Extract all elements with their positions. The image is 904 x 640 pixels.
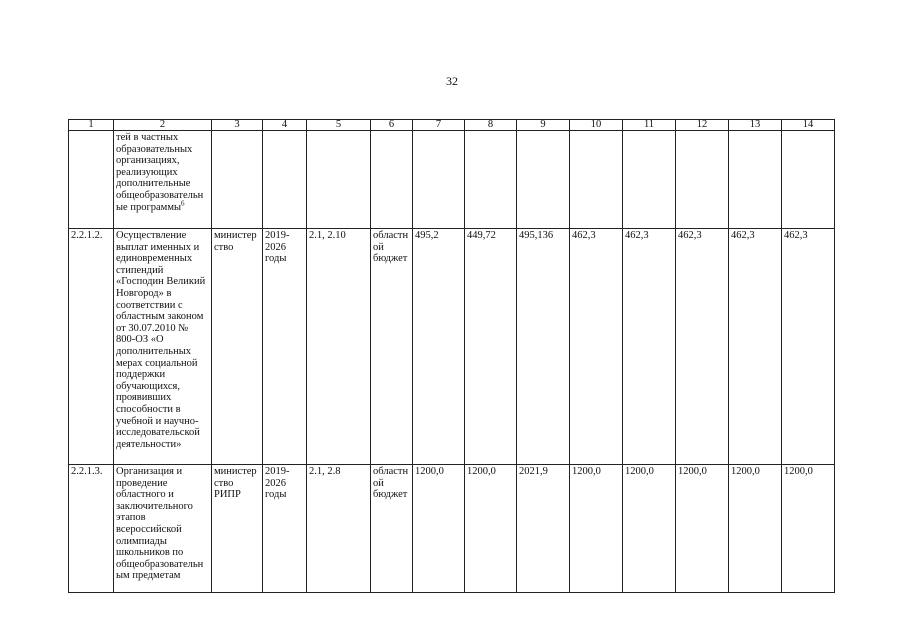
- executor-secondary: РИПР: [214, 489, 241, 501]
- value-cell: 462,3: [623, 229, 676, 465]
- value-cell: 449,72: [465, 229, 517, 465]
- value-cell: 1200,0: [413, 465, 465, 593]
- table-row-continuation: [69, 131, 835, 229]
- value-cell: 1200,0: [465, 465, 517, 593]
- column-header: 2: [114, 120, 212, 131]
- page-number: 32: [446, 74, 458, 88]
- value-cell: 1200,0: [570, 465, 623, 593]
- executor-cell: [212, 229, 263, 465]
- value-cell: 462,3: [676, 229, 729, 465]
- empty-cell: [729, 131, 782, 229]
- value-cell: 462,3: [729, 229, 782, 465]
- empty-cell: [465, 131, 517, 229]
- empty-cell: [307, 131, 371, 229]
- column-header: 4: [263, 120, 307, 131]
- column-header: 10: [570, 120, 623, 131]
- empty-cell: [570, 131, 623, 229]
- funding-source-cell: областной бюджет: [371, 465, 413, 593]
- column-header: 3: [212, 120, 263, 131]
- empty-cell: [517, 131, 570, 229]
- targets-cell: 2.1, 2.8: [307, 465, 371, 593]
- measure-name-cell: Организация и проведение областного и заключительного этапов всероссийской олимпиады школьников по общеобразовательным предметам: [114, 465, 212, 593]
- column-header: 11: [623, 120, 676, 131]
- measure-name: тей в частных образовательных организациях, реализующих дополнительные общеобразовательные программы: [116, 132, 204, 213]
- column-header: 14: [782, 120, 835, 131]
- table-row: [69, 229, 835, 465]
- targets-cell: 2.1, 2.10: [307, 229, 371, 465]
- empty-cell: [676, 131, 729, 229]
- period-cell: 2019-2026 годы: [263, 465, 307, 593]
- empty-cell: [413, 131, 465, 229]
- column-header: 1: [69, 120, 114, 131]
- value-cell: 1200,0: [623, 465, 676, 593]
- column-header: 7: [413, 120, 465, 131]
- empty-cell: [263, 131, 307, 229]
- row-number-cell: 2.2.1.3.: [69, 465, 114, 593]
- value-cell: 462,3: [782, 229, 835, 465]
- executor: министерство: [214, 230, 257, 253]
- row-number-cell: [69, 131, 114, 229]
- executor: министерство: [214, 466, 257, 489]
- empty-cell: [623, 131, 676, 229]
- value-cell: 1200,0: [729, 465, 782, 593]
- executor-cell: [212, 465, 263, 593]
- footnote-mark: 6: [181, 199, 185, 208]
- table-header-row: [69, 120, 835, 131]
- measure-name-cell: [114, 131, 212, 229]
- column-header: 8: [465, 120, 517, 131]
- column-header: 13: [729, 120, 782, 131]
- value-cell: 495,2: [413, 229, 465, 465]
- empty-cell: [371, 131, 413, 229]
- value-cell: 495,136: [517, 229, 570, 465]
- column-header: 6: [371, 120, 413, 131]
- value-cell: 1200,0: [782, 465, 835, 593]
- value-cell: 462,3: [570, 229, 623, 465]
- column-header: 9: [517, 120, 570, 131]
- table-row: [69, 465, 835, 593]
- funding-source-cell: областной бюджет: [371, 229, 413, 465]
- value-cell: 2021,9: [517, 465, 570, 593]
- empty-cell: [782, 131, 835, 229]
- empty-cell: [212, 131, 263, 229]
- budget-table: [68, 119, 835, 593]
- row-number-cell: 2.2.1.2.: [69, 229, 114, 465]
- column-header: 12: [676, 120, 729, 131]
- measure-name-cell: Осуществление выплат именных и единовременных стипендий «Господин Великий Новгород» в соответствии с областным законом от 30.07.2010 № 800-ОЗ «О дополнительных мерах социальной поддержки обучающихся, проявивших способности в учебной и научно-исследовательской деятельности»: [114, 229, 212, 465]
- value-cell: 1200,0: [676, 465, 729, 593]
- period-cell: 2019-2026 годы: [263, 229, 307, 465]
- column-header: 5: [307, 120, 371, 131]
